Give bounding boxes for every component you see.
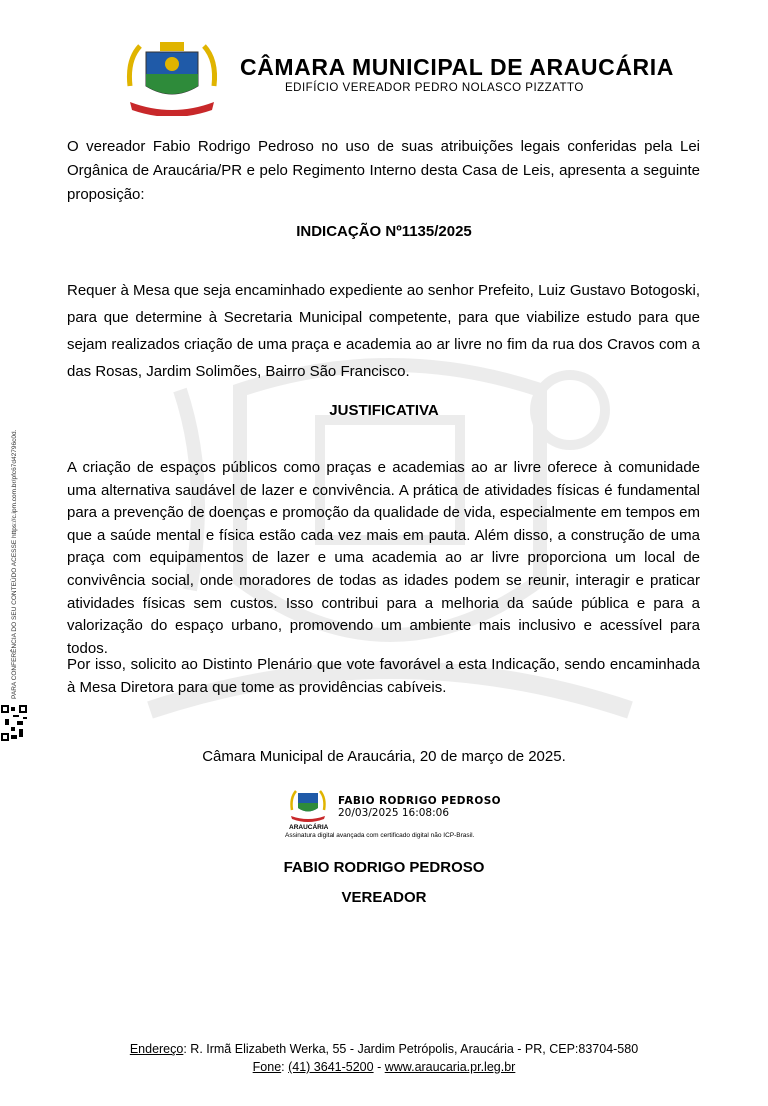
contact-separator: - — [373, 1060, 385, 1074]
address-label: Endereço — [129, 1042, 184, 1056]
address-text: : R. Irmã Elizabeth Werka, 55 - Jardim Petrópolis, Araucária - PR, CEP:83704-580 — [183, 1042, 639, 1056]
justification-paragraph-2: Por isso, solicito ao Distinto Plenário que vote favorável a esta Indicação, sendo encaminhada à Mesa Diretora para que tome as providências cabíveis. — [67, 656, 700, 696]
intro-paragraph: O vereador Fabio Rodrigo Pedroso no uso de suas atribuições legais conferidas pela Lei Orgânica de Araucária/PR e pelo Regimento Interno desta Casa de Leis, apresenta a seguinte proposição: — [67, 138, 700, 203]
signature-crest-icon — [288, 788, 328, 822]
phone-number-link[interactable]: (41) 3641-5200 — [288, 1060, 374, 1074]
signer-role: VEREADOR — [341, 889, 427, 906]
place-and-date: Câmara Municipal de Araucária, 20 de março de 2025. — [202, 748, 566, 765]
institution-name: CÂMARA MUNICIPAL DE ARAUCÁRIA — [240, 54, 674, 80]
signature-logo-text: ARAUCÁRIA — [289, 824, 329, 831]
justification-paragraph-1: A criação de espaços públicos como praças e academias ao ar livre oferece à comunidade uma alternativa saudável de lazer e convivência. A prática de atividades físicas é fundamental para a prevenção de doenças e promoção da qualidade de vida, especialmente em tempos em que a saúde mental e física estão cada vez mais em pauta. Além disso, a construção de uma praça com equipamentos de lazer e uma academia ao ar livre proporciona um local de convivência social, onde moradores de todas as idades podem se reunir, interagir e praticar atividades físicas sem custos. Isso contribui para a melhoria da saúde pública e para a valorização do espaço urbano, promovendo um ambiente mais inclusivo e acessível para todos. — [67, 459, 700, 657]
request-paragraph: Requer à Mesa que seja encaminhado expediente ao senhor Prefeito, Luiz Gustavo Botogoski, para que determine à Secretaria Municipal competente, para que viabilize estudo para que sejam realizados criação de uma praça e academia ao ar livre no fim da rua dos Cravos com a das Rosas, Jardim Solimões, Bairro São Francisco. — [67, 282, 700, 380]
letterhead — [0, 38, 768, 118]
signature-note: Assinatura digital avançada com certificado digital não ICP-Brasil. — [285, 832, 475, 839]
footer-address — [0, 1042, 768, 1056]
phone-separator: : — [281, 1060, 289, 1074]
side-verification-text: PARA CONFERÊNCIA DO SEU CONTEÚDO ACESSE https://c.ipm.com.br/pfc67d42796c0d. — [11, 429, 18, 699]
justification-title: JUSTIFICATIVA — [329, 402, 439, 419]
website-link[interactable]: www.araucaria.pr.leg.br — [384, 1060, 516, 1074]
signature-signer-name: FABIO RODRIGO PEDROSO — [338, 795, 501, 807]
digital-signature-stamp — [285, 787, 505, 849]
qr-code — [1, 705, 27, 741]
phone-label: Fone — [252, 1060, 282, 1074]
signature-datetime: 20/03/2025 16:08:06 — [338, 807, 450, 819]
building-name: EDIFÍCIO VEREADOR PEDRO NOLASCO PIZZATTO — [285, 82, 584, 94]
municipal-crest-logo — [124, 40, 220, 116]
signer-name: FABIO RODRIGO PEDROSO — [283, 859, 485, 876]
indication-title: INDICAÇÃO Nº1135/2025 — [296, 223, 472, 240]
footer-contact — [0, 1060, 768, 1074]
